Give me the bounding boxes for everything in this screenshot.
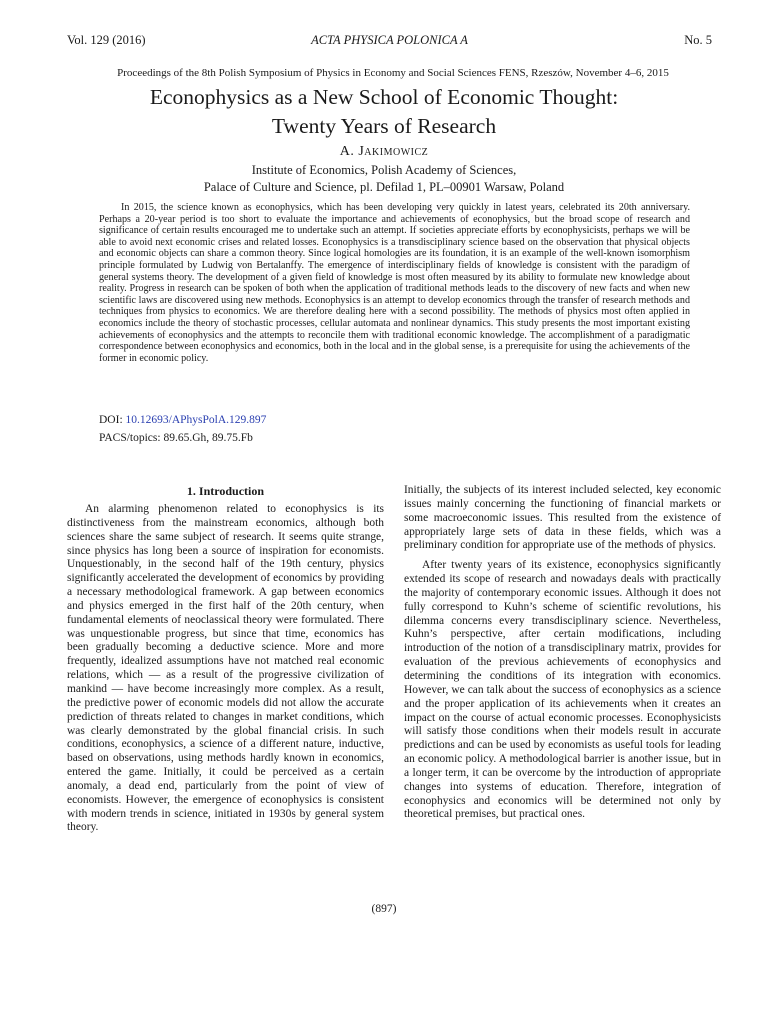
- journal-name: ACTA PHYSICA POLONICA A: [311, 33, 468, 47]
- page-number: (897): [371, 903, 397, 915]
- pacs-line: PACS/topics: 89.65.Gh, 89.75.Fb: [99, 432, 253, 444]
- doi-link[interactable]: 10.12693/APhysPolA.129.897: [125, 414, 267, 426]
- doi-line: [99, 413, 266, 428]
- volume-info: Vol. 129 (2016): [67, 33, 146, 47]
- section-heading: 1. Introduction: [186, 484, 265, 498]
- author-text: A. Jakimowicz: [339, 144, 429, 159]
- title-line-2: Twenty Years of Research: [271, 114, 497, 138]
- paper-title: [40, 83, 728, 141]
- issue-number: No. 5: [684, 33, 712, 47]
- title-line-1: Econophysics as a New School of Economic Thought:: [149, 85, 619, 109]
- body-paragraph-2: After twenty years of its existence, econophysics significantly extended its scope of research and nowadays deals with practically the majority of contemporary economic issues. Although it does not fully correspond to Kuhn’s scheme of scientific revolutions, his dilemma concerns every transdisciplinary science. Nevertheless, Kuhn’s perspective, after certain modifications, including introduction of the notion of a transdisciplinary matrix, provides for evaluation of the previous achievements of econophysics and determining the conditions of its integration with economics. However, we can talk about the success of econophysics as a science and the proper application of its achievements when it creates an impact on the course of actual economic processes. Econophysicists will satisfy those conditions when their models result in accurate predictions and can be used by economists as useful tools for leading an economic policy. A methodological barrier is another issue, but in a longer term, it can be overcome by the introduction of appropriate changes into systems of education. Therefore, integration of econophysics and economics will be determined not only by theoretical premises, but practical ones.: [404, 559, 721, 821]
- body-paragraph-1-continued: Initially, the subjects of its interest included selected, key economic issues mainly concerning the functioning of financial markets or some macroeconomic issues. This resulted from the existence of appropriately large sets of data in these fields, which was a preliminary condition for appropriate use of the methods of physics.: [404, 484, 721, 552]
- doi-label: DOI:: [99, 414, 123, 426]
- left-column: [67, 484, 384, 835]
- abstract: In 2015, the science known as econophysics, which has been developing very quickly in latest years, celebrated its 20th anniversary. Perhaps a 20-year period is too short to evaluate the importance and achievements of econophysics, but the broad scope of research and significance of certain results encouraged me to undertake such an attempt. If societies appreciate efforts by econophysicists, perhaps we will be able to avoid next economic crises and related losses. Econophysics is a transdisciplinary science based on the observation that physical objects and economic objects can share a common theory. Since logical homologies are its foundation, it is an example of the well-known isomorphism principle formulated by Ludwig von Bertalanffy. The emergence of interdisciplinary fields of knowledge is consistent with the paradigm of general systems theory. The development of a given field of knowledge is most often measured by its ability to formulate new knowledge about reality. Progress in research can be spoken of both when the application of traditional methods leads to the discovery of new facts and when new scientific laws are discovered using new methods. Econophysics is an attempt to develop economics through the transfer of research methods and techniques from physics to economics. We are therefore dealing here with a second possibility. The methods of physics most often applied in economics include the theory of stochastic processes, cellular automata and nonlinear dynamics. This study presents the most important existing achievements of econophysics and the attempts to reconcile them with traditional economic knowledge. The accomplishment of a paradigmatic correspondence between econophysics and economics, both in the local and in the global sense, is a prerequisite for using the achievements of the former in economic policy.: [99, 202, 690, 364]
- body-paragraph-1: An alarming phenomenon related to econophysics is its distinctiveness from the mainstream economics, although both sciences share the same subject of research. It seems quite strange, since physics has long been a source of inspiration for economists. Unquestionably, in the second half of the 19th century, physics significantly accelerated the development of economics by providing a necessary methodological framework. A gap between economics and physics emerged in the first half of the 20th century, when fundamental elements of neoclassical theory were formulated. There was unquestionable progress, but since that time, economics has been gradually becoming a deductive science. More and more frequently, idealized assumptions have not matched real economic relations, which — as a result of the progressive civilization of mankind — have become increasingly more complex. As a result, the predictive power of economic models did not allow the accurate prediction of threats related to changes in market conditions, which was clearly demonstrated by the global financial crisis. In such conditions, econophysics, a science of a different nature, inductive, based on observations, using methods hardly known in economics, entered the game. Initially, it could be perceived as a certain anomaly, a dead end, particularly from the point of view of economists. However, the emergence of econophysics is consistent with modern trends in science, initiated in 1930s by general system theory.: [67, 503, 384, 834]
- proceedings-line: Proceedings of the 8th Polish Symposium of Physics in Economy and Social Sciences FENS, Rzeszów, November 4–6, 2015: [117, 67, 669, 79]
- author-name: [0, 143, 768, 161]
- affiliation: [0, 162, 768, 195]
- affiliation-line-2: Palace of Culture and Science, pl. Defilad 1, PL–00901 Warsaw, Poland: [203, 179, 565, 194]
- right-column: [404, 484, 721, 822]
- affiliation-line-1: Institute of Economics, Polish Academy of Sciences,: [251, 163, 517, 177]
- running-head: [67, 32, 712, 48]
